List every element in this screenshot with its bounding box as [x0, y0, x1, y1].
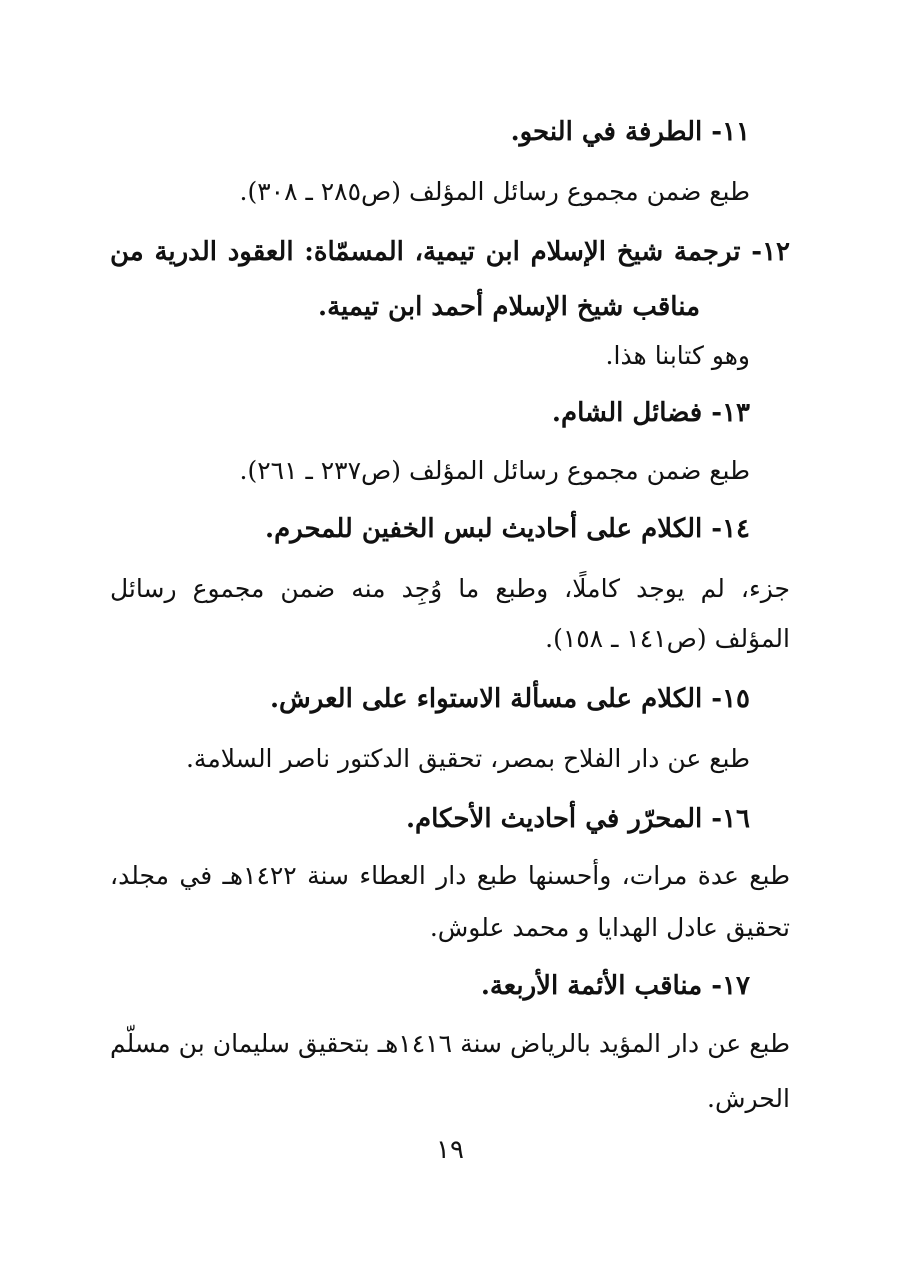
entry-13-title: ١٣- فضائل الشام.: [551, 398, 750, 428]
entry-15-body: طبع عن دار الفلاح بمصر، تحقيق الدكتور ناصر السلامة.: [185, 744, 750, 773]
entry-12-body: وهو كتابنا هذا.: [605, 341, 750, 370]
entry-16-title: ١٦- المحرّر في أحاديث الأحكام.: [405, 804, 750, 834]
entry-17-title: ١٧- مناقب الأئمة الأربعة.: [480, 971, 750, 1001]
entry-12-title-line-1: ١٢- ترجمة شيخ الإسلام ابن تيمية، المسمّاة: العقود الدرية من: [110, 237, 790, 267]
entry-11-title: ١١- الطرفة في النحو.: [510, 117, 750, 147]
entry-13-body: طبع ضمن مجموع رسائل المؤلف (ص٢٣٧ ـ ٢٦١).: [239, 456, 750, 485]
entry-14-body-line-1: جزء، لم يوجد كاملًا، وطبع ما وُجِد منه ضمن مجموع رسائل: [110, 574, 790, 603]
page-number: ١٩: [436, 1135, 464, 1165]
entry-16-body-line-1: طبع عدة مرات، وأحسنها طبع دار العطاء سنة ١٤٢٢هـ في مجلد،: [110, 861, 790, 890]
entry-16-body-line-2: تحقيق عادل الهدايا و محمد علوش.: [429, 913, 790, 942]
entry-17-body-line-1: طبع عن دار المؤيد بالرياض سنة ١٤١٦هـ بتحقيق سليمان بن مسلّم: [110, 1029, 790, 1058]
entry-15-title: ١٥- الكلام على مسألة الاستواء على العرش.: [269, 684, 750, 714]
entry-17-body-line-2: الحرش.: [707, 1084, 790, 1113]
entry-11-body: طبع ضمن مجموع رسائل المؤلف (ص٢٨٥ ـ ٣٠٨).: [239, 177, 750, 206]
entry-14-title: ١٤- الكلام على أحاديث لبس الخفين للمحرم.: [265, 514, 750, 544]
entry-12-title-line-2: مناقب شيخ الإسلام أحمد ابن تيمية.: [318, 292, 700, 322]
entry-14-body-line-2: المؤلف (ص١٤١ ـ ١٥٨).: [545, 624, 790, 653]
